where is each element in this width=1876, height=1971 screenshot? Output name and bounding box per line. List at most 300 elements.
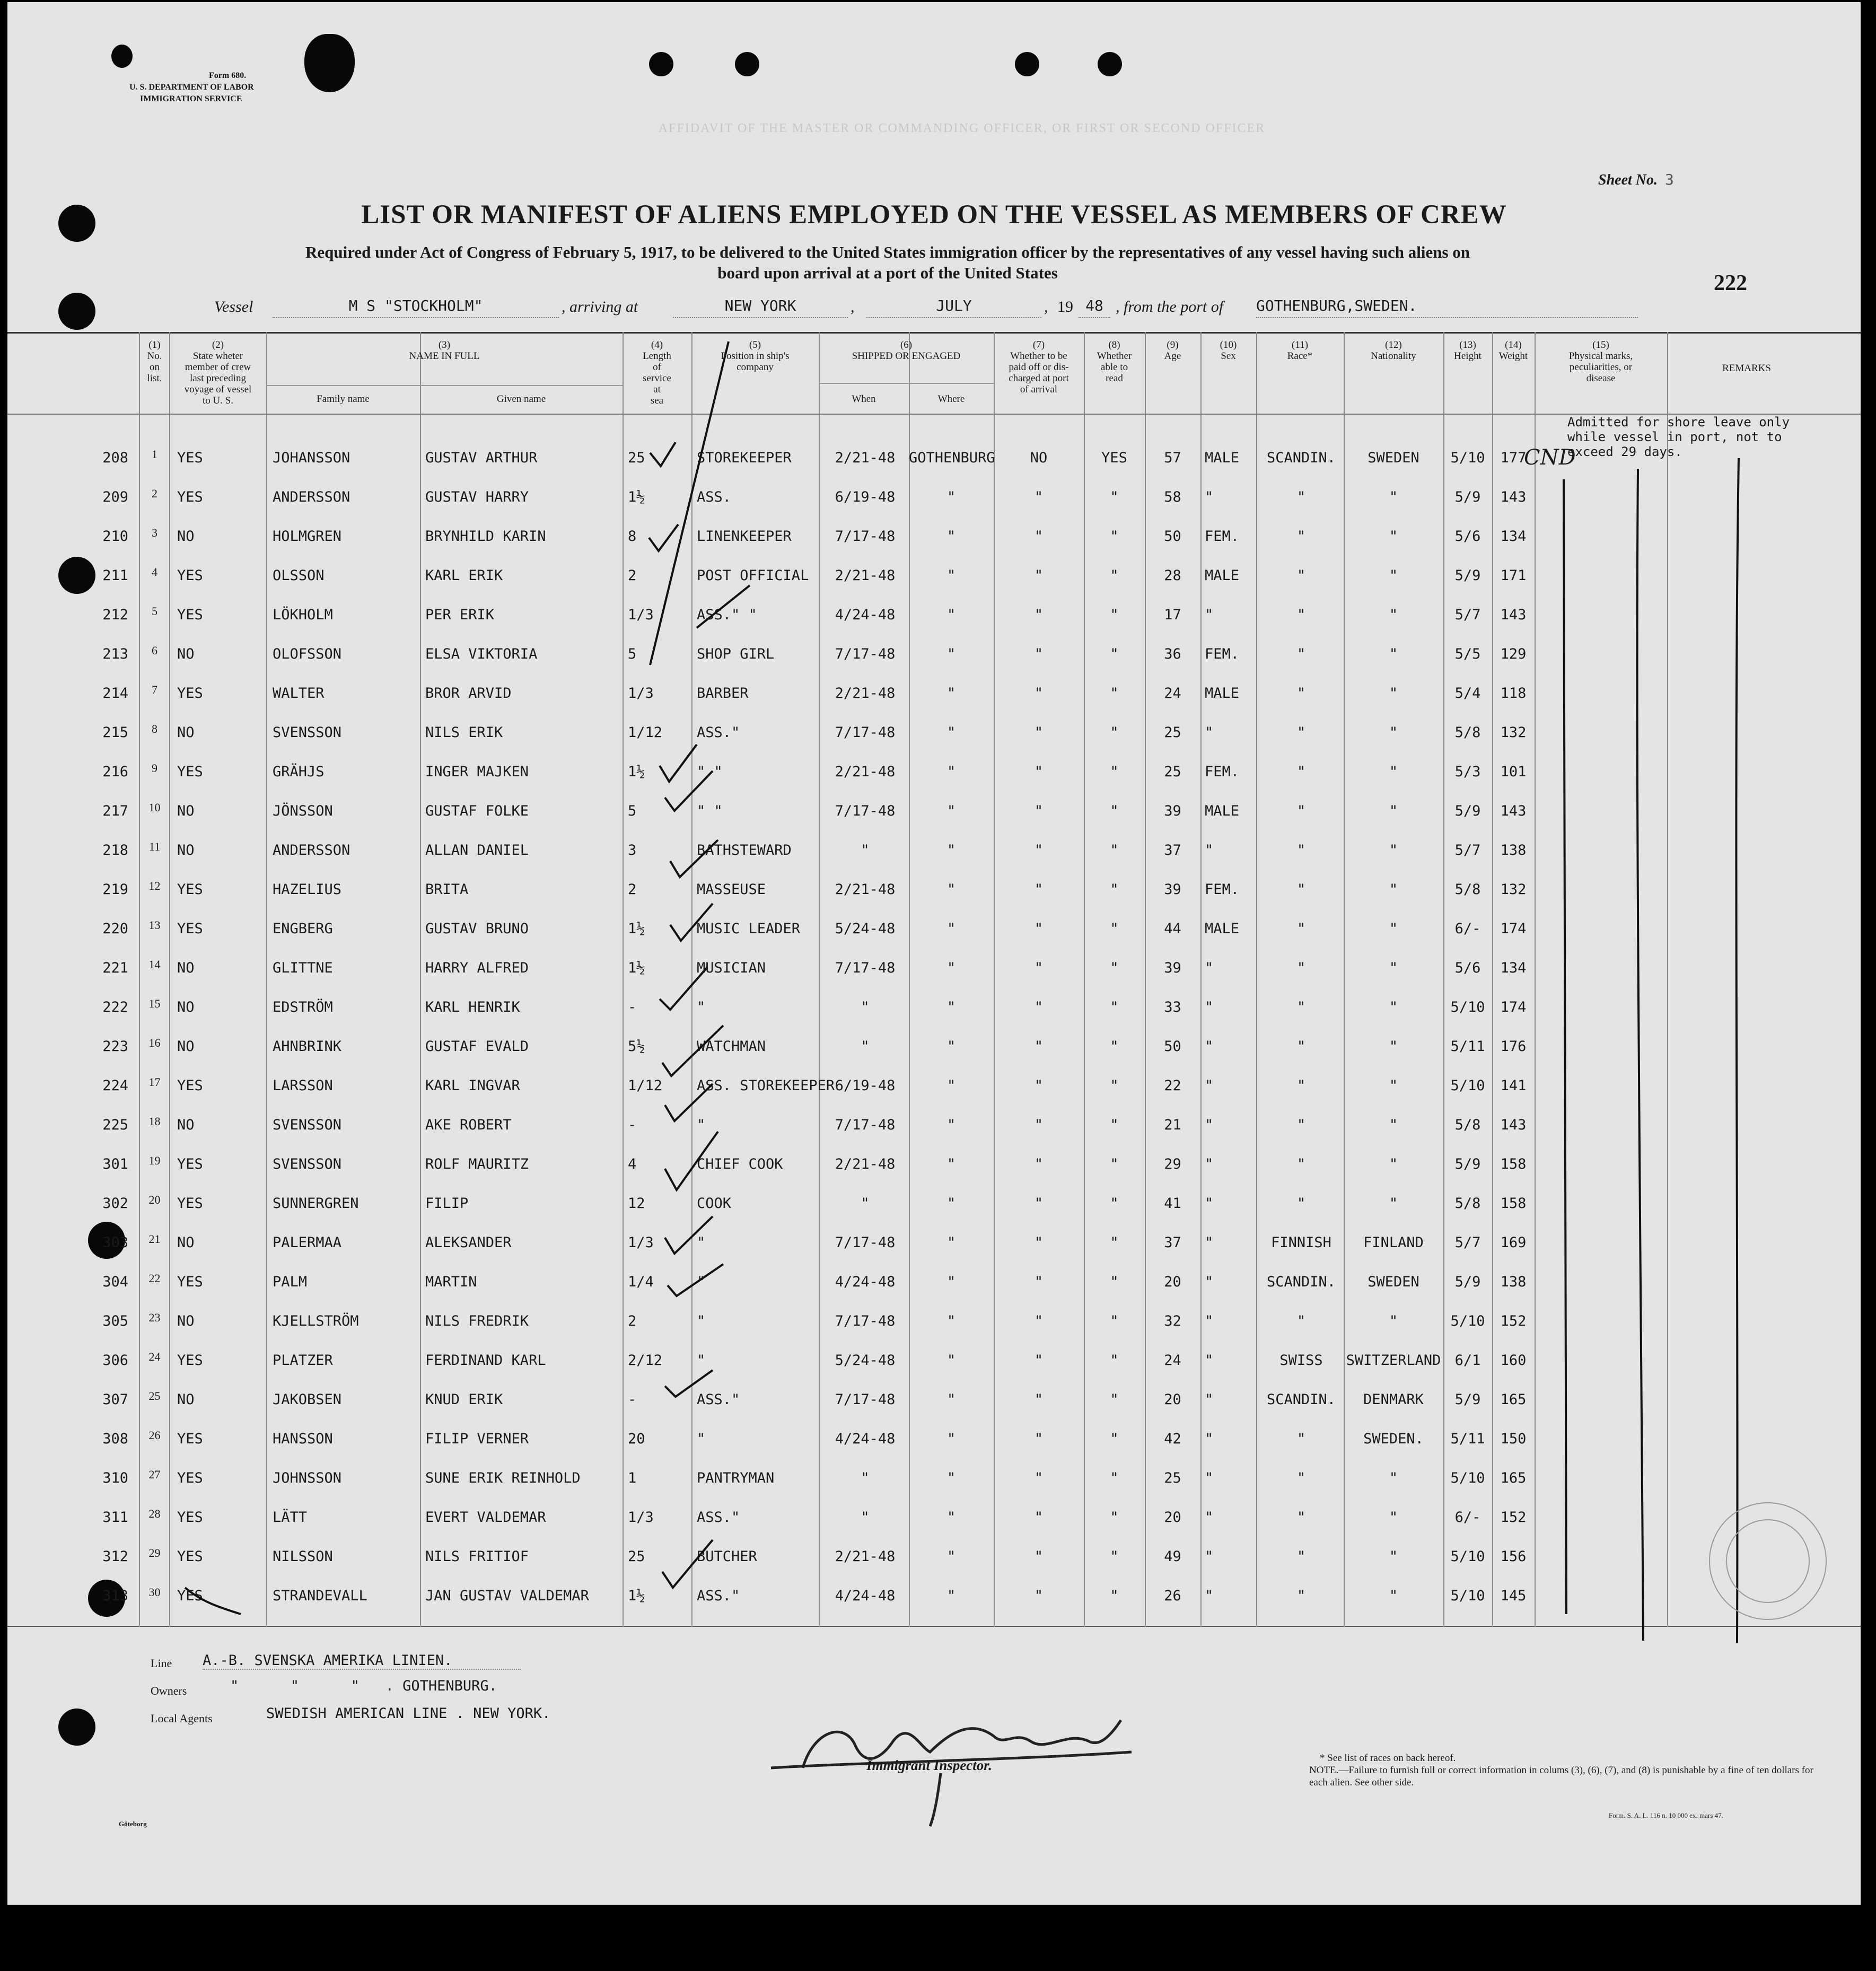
weight-cell: 165 (1500, 1391, 1527, 1408)
owners-value: " " " . GOTHENBURG. (230, 1678, 497, 1694)
races-note: * See list of races on back hereof. (1320, 1753, 1456, 1764)
nationality-cell: " (1389, 489, 1398, 505)
able-to-read-cell: " (1110, 1470, 1119, 1486)
given-name-cell: KARL INGVAR (425, 1078, 520, 1094)
position-cell: PANTRYMAN (697, 1470, 775, 1486)
shipped-where-cell: " (946, 764, 956, 780)
height-cell: 6/- (1454, 1509, 1481, 1526)
shipped-when-cell: 4/24-48 (835, 607, 896, 623)
margin-number: 222 (102, 999, 128, 1015)
age-cell: 33 (1164, 999, 1181, 1015)
position-cell: MASSEUSE (697, 881, 766, 898)
service-length-cell: - (628, 1391, 637, 1408)
family-name-cell: EDSTRÖM (273, 999, 333, 1015)
able-to-read-cell: " (1110, 1588, 1119, 1604)
height-cell: 5/10 (1450, 1470, 1485, 1486)
height-cell: 5/8 (1454, 1117, 1481, 1133)
paid-off-cell: " (1034, 1391, 1044, 1408)
shipped-where-cell: " (946, 1431, 956, 1447)
shipped-when-cell: 4/24-48 (835, 1588, 896, 1604)
vertical-pen-line (1637, 469, 1643, 1641)
shipped-where-cell: " (946, 607, 956, 623)
sex-cell: FEM. (1205, 881, 1240, 898)
weight-cell: 160 (1500, 1352, 1527, 1369)
vessel-line: Vessel M S "STOCKHOLM" , arriving at NEW YORK , JULY , 19 48 , from the port of GOTHENBURG,SWEDEN. (214, 297, 1831, 323)
sex-cell: MALE (1205, 685, 1240, 702)
nationality-cell: " (1389, 607, 1398, 623)
previous-voyage-cell: YES (177, 881, 203, 898)
weight-cell: 145 (1500, 1588, 1527, 1604)
sex-cell: " (1205, 1470, 1214, 1486)
sex-cell: MALE (1205, 450, 1240, 466)
race-cell: " (1296, 881, 1306, 898)
height-cell: 5/9 (1454, 567, 1481, 584)
vessel-label: Vessel (214, 298, 253, 316)
margin-number: 208 (102, 450, 128, 466)
family-name-cell: JAKOBSEN (273, 1391, 342, 1408)
service-length-cell: 8 (628, 528, 637, 545)
previous-voyage-cell: YES (177, 1195, 203, 1212)
able-to-read-cell: " (1110, 1548, 1119, 1565)
margin-number: 301 (102, 1156, 128, 1172)
margin-number: 218 (102, 842, 128, 859)
weight-cell: 143 (1500, 803, 1527, 819)
previous-voyage-cell: YES (177, 1588, 203, 1604)
paid-off-cell: " (1034, 999, 1044, 1015)
given-name-cell: GUSTAV HARRY (425, 489, 529, 505)
margin-number: 211 (102, 567, 128, 584)
position-cell: " " (697, 764, 723, 780)
previous-voyage-cell: NO (177, 1038, 195, 1055)
sex-cell: FEM. (1205, 764, 1240, 780)
given-name-cell: EVERT VALDEMAR (425, 1509, 546, 1526)
weight-cell: 143 (1500, 1117, 1527, 1133)
shipped-when-cell: " (861, 1470, 870, 1486)
weight-cell: 143 (1500, 607, 1527, 623)
position-cell: STOREKEEPER (697, 450, 792, 466)
previous-voyage-cell: NO (177, 646, 195, 662)
age-cell: 20 (1164, 1391, 1181, 1408)
able-to-read-cell: " (1110, 724, 1119, 741)
penalty-note: NOTE.—Failure to furnish full or correct information in colums (3), (6), (7), and (8) is punishable by a fine of ten dollars for each alien. See other side. (1309, 1765, 1813, 1788)
age-cell: 39 (1164, 881, 1181, 898)
family-name-cell: JOHANSSON (273, 450, 350, 466)
position-cell: ASS." " (697, 607, 757, 623)
weight-cell: 156 (1500, 1548, 1527, 1565)
weight-cell: 132 (1500, 881, 1527, 898)
previous-voyage-cell: NO (177, 1234, 195, 1251)
previous-voyage-cell: NO (177, 1391, 195, 1408)
weight-cell: 152 (1500, 1313, 1527, 1329)
race-cell: " (1296, 999, 1306, 1015)
nationality-cell: " (1389, 685, 1398, 702)
shipped-where-cell: " (946, 1195, 956, 1212)
previous-voyage-cell: NO (177, 842, 195, 859)
position-cell: ASS." (697, 1509, 740, 1526)
height-cell: 5/10 (1450, 1313, 1485, 1329)
height-cell: 5/3 (1454, 764, 1481, 780)
service-length-cell: 1½ (628, 764, 645, 780)
family-name-cell: PALM (273, 1274, 308, 1290)
previous-voyage-cell: YES (177, 1156, 203, 1172)
shipped-when-cell: 7/17-48 (835, 1313, 896, 1329)
shipped-when-cell: " (861, 999, 870, 1015)
weight-cell: 138 (1500, 842, 1527, 859)
vertical-pen-line (1736, 458, 1739, 1643)
able-to-read-cell: " (1110, 1234, 1119, 1251)
service-length-cell: 5½ (628, 1038, 645, 1055)
list-number-cell: 30 (148, 1585, 161, 1599)
height-cell: 5/11 (1450, 1431, 1485, 1447)
paid-off-cell: " (1034, 1470, 1044, 1486)
sheet-number-value: 3 (1665, 171, 1674, 188)
shipped-when-cell: 2/21-48 (835, 450, 896, 466)
given-name-cell: BRYNHILD KARIN (425, 528, 546, 545)
family-name-cell: NILSSON (273, 1548, 333, 1565)
given-name-cell: FILIP (425, 1195, 469, 1212)
weight-cell: 165 (1500, 1470, 1527, 1486)
paid-off-cell: " (1034, 960, 1044, 976)
service-length-cell: 4 (628, 1156, 637, 1172)
col-header-when: When (852, 393, 876, 405)
nationality-cell: " (1389, 881, 1398, 898)
nationality-cell: " (1389, 999, 1398, 1015)
service-length-cell: 1/3 (628, 1509, 654, 1526)
able-to-read-cell: " (1110, 489, 1119, 505)
service-length-cell: 3 (628, 842, 637, 859)
remarks-text: Admitted for shore leave only while vessel in port, not to exceed 29 days. (1567, 415, 1790, 459)
service-length-cell: 20 (628, 1431, 645, 1447)
family-name-cell: WALTER (273, 685, 325, 702)
race-cell: " (1296, 1156, 1306, 1172)
paid-off-cell: " (1034, 607, 1044, 623)
shipped-when-cell: 2/21-48 (835, 1548, 896, 1565)
able-to-read-cell: " (1110, 646, 1119, 662)
family-name-cell: SUNNERGREN (273, 1195, 359, 1212)
nationality-cell: " (1389, 921, 1398, 937)
nationality-cell: " (1389, 1117, 1398, 1133)
sex-cell: " (1205, 1431, 1214, 1447)
race-cell: " (1296, 1117, 1306, 1133)
age-cell: 44 (1164, 921, 1181, 937)
paid-off-cell: " (1034, 881, 1044, 898)
shipped-when-cell: 5/24-48 (835, 921, 896, 937)
family-name-cell: PLATZER (273, 1352, 333, 1369)
able-to-read-cell: " (1110, 1195, 1119, 1212)
service-length-cell: 5 (628, 646, 637, 662)
sex-cell: " (1205, 1313, 1214, 1329)
margin-number: 223 (102, 1038, 128, 1055)
nationality-cell: " (1389, 1038, 1398, 1055)
able-to-read-cell: " (1110, 1352, 1119, 1369)
margin-number: 217 (102, 803, 128, 819)
col-header-given-name: Given name (496, 393, 546, 405)
age-cell: 28 (1164, 567, 1181, 584)
shipped-when-cell: " (861, 842, 870, 859)
paid-off-cell: " (1034, 1431, 1044, 1447)
signature-tail (930, 1773, 941, 1826)
list-number-cell: 17 (148, 1075, 161, 1089)
sex-cell: " (1205, 842, 1214, 859)
service-length-cell: 1½ (628, 960, 645, 976)
age-cell: 49 (1164, 1548, 1181, 1565)
position-cell: ASS." (697, 1588, 740, 1604)
faded-affidavit-header: AFFIDAVIT OF THE MASTER OR COMMANDING OFFICER, OR FIRST OR SECOND OFFICER (658, 121, 1266, 135)
previous-voyage-cell: NO (177, 528, 195, 545)
sheet-number-label: Sheet No. (1598, 172, 1658, 188)
margin-number: 216 (102, 764, 128, 780)
position-cell: MUSIC LEADER (697, 921, 801, 937)
shipped-where-cell: " (946, 1470, 956, 1486)
shipped-where-cell: " (946, 1352, 956, 1369)
able-to-read-cell: " (1110, 803, 1119, 819)
nationality-cell: SWITZERLAND (1346, 1352, 1441, 1369)
service-length-cell: 2 (628, 1313, 637, 1329)
sex-cell: " (1205, 1391, 1214, 1408)
sex-cell: " (1205, 999, 1214, 1015)
position-cell: POST OFFICIAL (697, 567, 809, 584)
list-number-cell: 2 (152, 487, 157, 500)
able-to-read-cell: " (1110, 1313, 1119, 1329)
able-to-read-cell: " (1110, 999, 1119, 1015)
shipped-where-cell: " (946, 881, 956, 898)
list-number-cell: 5 (152, 605, 157, 618)
shipped-where-cell: " (946, 1234, 956, 1251)
previous-voyage-cell: NO (177, 999, 195, 1015)
race-cell: " (1296, 921, 1306, 937)
from-label: , from the port of (1116, 298, 1224, 316)
check-mark (660, 744, 713, 811)
given-name-cell: PER ERIK (425, 607, 495, 623)
paid-off-cell: " (1034, 803, 1044, 819)
position-cell: ASS. STOREKEEPER (697, 1078, 835, 1094)
owners-label: Owners (151, 1684, 187, 1697)
height-cell: 5/8 (1454, 724, 1481, 741)
arriving-label: , arriving at (562, 298, 638, 316)
immigrant-inspector-label: Immigrant Inspector. (866, 1757, 993, 1773)
col-header-shipped-engaged: (6) SHIPPED OR ENGAGED (852, 339, 961, 362)
position-cell: MUSICIAN (697, 960, 766, 976)
shipped-when-cell: " (861, 1038, 870, 1055)
position-cell: WATCHMAN (697, 1038, 766, 1055)
shipped-where-cell: " (946, 1391, 956, 1408)
given-name-cell: FILIP VERNER (425, 1431, 529, 1447)
position-cell: BATHSTEWARD (697, 842, 792, 859)
height-cell: 5/10 (1450, 450, 1485, 466)
vertical-pen-line (1563, 479, 1566, 1614)
shipped-when-cell: 2/21-48 (835, 881, 896, 898)
position-cell: ASS." (697, 724, 740, 741)
list-number-cell: 26 (148, 1429, 161, 1442)
service-length-cell: 1/3 (628, 1234, 654, 1251)
sex-cell: " (1205, 1352, 1214, 1369)
position-cell: " (697, 1234, 706, 1251)
shipped-when-cell: 4/24-48 (835, 1274, 896, 1290)
age-cell: 37 (1164, 1234, 1181, 1251)
vessel-name: M S "STOCKHOLM" (273, 297, 559, 318)
weight-cell: 132 (1500, 724, 1527, 741)
race-cell: SCANDIN. (1266, 1391, 1336, 1408)
age-cell: 25 (1164, 1470, 1181, 1486)
height-cell: 5/7 (1454, 607, 1481, 623)
shipped-when-cell: 2/21-48 (835, 567, 896, 584)
given-name-cell: SUNE ERIK REINHOLD (425, 1470, 581, 1486)
able-to-read-cell: " (1110, 960, 1119, 976)
list-number-cell: 20 (148, 1193, 161, 1206)
check-mark (660, 967, 723, 1076)
age-cell: 20 (1164, 1274, 1181, 1290)
paid-off-cell: " (1034, 1313, 1044, 1329)
nationality-cell: " (1389, 646, 1398, 662)
list-number-cell: 10 (148, 801, 161, 814)
able-to-read-cell: " (1110, 842, 1119, 859)
previous-voyage-cell: NO (177, 960, 195, 976)
shipped-where-cell: " (946, 1078, 956, 1094)
sex-cell: " (1205, 1509, 1214, 1526)
weight-cell: 141 (1500, 1078, 1527, 1094)
able-to-read-cell: " (1110, 1156, 1119, 1172)
sex-cell: " (1205, 724, 1214, 741)
shipped-where-cell: " (946, 1548, 956, 1565)
weight-cell: 174 (1500, 999, 1527, 1015)
family-name-cell: KJELLSTRÖM (273, 1313, 359, 1329)
race-cell: " (1296, 1588, 1306, 1604)
given-name-cell: GUSTAV BRUNO (425, 921, 529, 937)
form-dept: U. S. DEPARTMENT OF LABOR (129, 83, 254, 92)
given-name-cell: FERDINAND KARL (425, 1352, 546, 1369)
position-cell: SHOP GIRL (697, 646, 775, 662)
col-header-sex: (10) Sex (1220, 339, 1237, 362)
race-cell: " (1296, 1195, 1306, 1212)
from-port: GOTHENBURG,SWEDEN. (1256, 297, 1638, 318)
arrival-month: JULY (866, 297, 1041, 318)
race-cell: " (1296, 1470, 1306, 1486)
family-name-cell: PALERMAA (273, 1234, 342, 1251)
family-name-cell: HAZELIUS (273, 881, 342, 898)
cnd-handwritten-mark: CND (1524, 445, 1576, 470)
paid-off-cell: " (1034, 489, 1044, 505)
col-header-where: Where (937, 393, 965, 405)
service-length-cell: 1½ (628, 1588, 645, 1604)
margin-number: 219 (102, 881, 128, 898)
race-cell: SCANDIN. (1266, 450, 1336, 466)
col-header-paid-off: (7) Whether to be paid off or dis- charged at port of arrival (1009, 339, 1069, 395)
line-value: A.-B. SVENSKA AMERIKA LINIEN. (203, 1652, 521, 1670)
shipped-when-cell: 7/17-48 (835, 1234, 896, 1251)
age-cell: 29 (1164, 1156, 1181, 1172)
shipped-where-cell: " (946, 528, 956, 545)
shipped-where-cell: " (946, 1588, 956, 1604)
margin-number: 304 (102, 1274, 128, 1290)
able-to-read-cell: " (1110, 1391, 1119, 1408)
shipped-where-cell: " (946, 999, 956, 1015)
position-cell: " " (697, 803, 723, 819)
paid-off-cell: " (1034, 1117, 1044, 1133)
shipped-where-cell: " (946, 1038, 956, 1055)
race-cell: " (1296, 1548, 1306, 1565)
shipped-where-cell: " (946, 921, 956, 937)
handwritten-pen-marks (7, 2, 1861, 1905)
age-cell: 20 (1164, 1509, 1181, 1526)
family-name-cell: HOLMGREN (273, 528, 342, 545)
race-cell: SWISS (1279, 1352, 1323, 1369)
sex-cell: FEM. (1205, 646, 1240, 662)
height-cell: 5/6 (1454, 528, 1481, 545)
family-name-cell: JÖNSSON (273, 803, 333, 819)
family-name-cell: HANSSON (273, 1431, 333, 1447)
position-cell: BARBER (697, 685, 749, 702)
margin-number: 220 (102, 921, 128, 937)
list-number-cell: 22 (148, 1272, 161, 1285)
margin-number: 221 (102, 960, 128, 976)
age-cell: 58 (1164, 489, 1181, 505)
weight-cell: 152 (1500, 1509, 1527, 1526)
shipped-where-cell: " (946, 685, 956, 702)
col-header-remarks: REMARKS (1722, 363, 1771, 374)
shipped-when-cell: 4/24-48 (835, 1431, 896, 1447)
shipped-where-cell: " (946, 1509, 956, 1526)
paid-off-cell: " (1034, 1352, 1044, 1369)
able-to-read-cell: " (1110, 607, 1119, 623)
shipped-where-cell: " (946, 489, 956, 505)
shipped-when-cell: " (861, 1509, 870, 1526)
service-length-cell: 1/12 (628, 1078, 663, 1094)
height-cell: 5/8 (1454, 1195, 1481, 1212)
nationality-cell: " (1389, 842, 1398, 859)
list-number-cell: 23 (148, 1311, 161, 1324)
sex-cell: " (1205, 1117, 1214, 1133)
family-name-cell: SVENSSON (273, 1156, 342, 1172)
list-number-cell: 18 (148, 1115, 161, 1128)
position-cell: " (697, 1274, 706, 1290)
list-number-cell: 7 (152, 683, 157, 696)
previous-voyage-cell: YES (177, 567, 203, 584)
race-cell: " (1296, 528, 1306, 545)
nationality-cell: " (1389, 1548, 1398, 1565)
given-name-cell: GUSTAV ARTHUR (425, 450, 538, 466)
footer-notes (1309, 1752, 1818, 1789)
sex-cell: " (1205, 1274, 1214, 1290)
able-to-read-cell: " (1110, 567, 1119, 584)
age-cell: 50 (1164, 528, 1181, 545)
given-name-cell: BRITA (425, 881, 469, 898)
shipped-when-cell: 2/21-48 (835, 764, 896, 780)
height-cell: 5/10 (1450, 1588, 1485, 1604)
height-cell: 5/7 (1454, 1234, 1481, 1251)
sex-cell: MALE (1205, 567, 1240, 584)
service-length-cell: 1/3 (628, 685, 654, 702)
arrival-year-prefix: 19 (1057, 298, 1073, 316)
race-cell: " (1296, 764, 1306, 780)
margin-number: 305 (102, 1313, 128, 1329)
family-name-cell: GLITTNE (273, 960, 333, 976)
list-number-cell: 1 (152, 448, 157, 461)
list-number-cell: 6 (152, 644, 157, 657)
age-cell: 42 (1164, 1431, 1181, 1447)
col-header-physical-marks: (15) Physical marks, peculiarities, or disease (1568, 339, 1633, 384)
age-cell: 39 (1164, 960, 1181, 976)
shipped-where-cell: " (946, 1274, 956, 1290)
nationality-cell: " (1389, 528, 1398, 545)
nationality-cell: " (1389, 1470, 1398, 1486)
nationality-cell: " (1389, 1313, 1398, 1329)
paid-off-cell: " (1034, 1234, 1044, 1251)
margin-number: 225 (102, 1117, 128, 1133)
service-length-cell: 2 (628, 881, 637, 898)
age-cell: 57 (1164, 450, 1181, 466)
col-header-previous-voyage: (2) State wheter member of crew last preceding voyage of vessel to U. S. (184, 339, 252, 406)
weight-cell: 134 (1500, 528, 1527, 545)
